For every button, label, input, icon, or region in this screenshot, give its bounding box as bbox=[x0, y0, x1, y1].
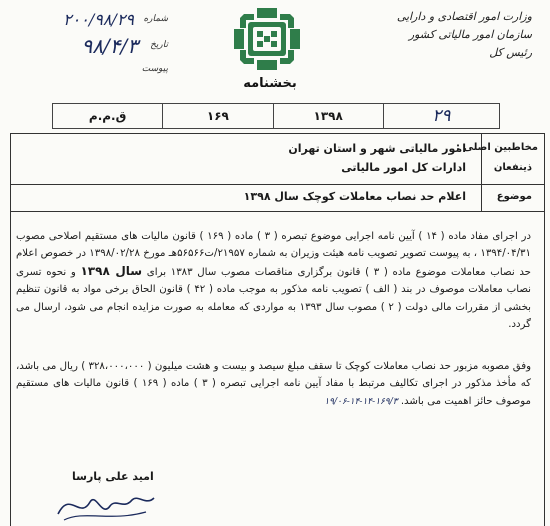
body-paragraph-2 bbox=[16, 358, 531, 411]
paragraph-1-text-a: در اجرای مفاد ماده ( ۱۴ ) آیین نامه اجرایی موضوع تبصره ( ۳ ) ماده ( ۱۶۹ ) قانون مالیات های مستقیم اصلاحی مصوب ۱۳۹۴/۰۴/۳۱ ، به پیوست تصویر تصویب نامه هیئت وزیران به شماره ۲۱۹۵۷/ت۵۶۵۶۶هـ مورخ ۱۳۹۸/۰۲/۲۸ در خصوص اعلام حد نصاب معاملات موضوع ماده ( ۳ ) قانون برگزاری مناقصات مصوب سال ۱۳۸۳ برای bbox=[16, 231, 531, 278]
document-meta bbox=[8, 4, 168, 82]
reference-type: ق.م.م bbox=[88, 109, 127, 123]
handwritten-reference-note: ۱۶۹/۳-۱۴-۱۴-۱۹/۰۶ bbox=[324, 396, 398, 407]
body-paragraph-1 bbox=[16, 228, 531, 333]
paragraph-2-text: وفق مصوبه مزبور حد نصاب معاملات کوچک تا سقف مبلغ سیصد و بیست و هشت میلیون ( ۳۲۸،۰۰۰،۰۰۰ ) ریال می باشد، که مأخذ مذکور در اجرای تکالیف مرتبط با مفاد آیین نامه اجرایی تبصره ( ۳ ) ماده ( ۱۶۹ ) قانون مالیات های مستقیم موصوف حائز اهمیت می باشد. bbox=[16, 361, 532, 407]
attachment-row bbox=[8, 60, 168, 82]
date-row bbox=[8, 36, 168, 58]
ministry-line-2: سازمان امور مالیاتی کشور bbox=[408, 28, 532, 41]
number-value: ۲۰۰/۹۸/۲۹ bbox=[63, 10, 134, 29]
reference-code: ۱۶۹ bbox=[162, 104, 272, 128]
number-row bbox=[8, 10, 168, 32]
reference-strip bbox=[52, 103, 500, 129]
subject-row bbox=[11, 185, 544, 212]
handwritten-number: ۲۹ bbox=[383, 104, 499, 128]
attachment-label: پیوست bbox=[141, 64, 168, 74]
handwritten-signature-icon bbox=[50, 480, 160, 524]
reference-year: ۱۳۹۸ bbox=[273, 104, 383, 128]
tax-organization-logo-icon bbox=[232, 6, 302, 72]
date-value: ۹۸/۴/۳ bbox=[81, 34, 138, 58]
paragraph-1-year-highlight: سال ۱۳۹۸ bbox=[80, 263, 143, 278]
addressee-line-2: ادارات کل امور مالیاتی bbox=[341, 161, 466, 174]
number-label: شماره bbox=[143, 14, 168, 24]
ministry-line-3: رئیس کل bbox=[489, 46, 532, 59]
ministry-line-1: وزارت امور اقتصادی و دارایی bbox=[396, 10, 532, 23]
subject-label: موضوع bbox=[496, 191, 532, 202]
ministry-header bbox=[362, 8, 532, 62]
main-addressees-label: مخاطبین اصلی : bbox=[456, 142, 538, 153]
addressees-row bbox=[11, 134, 544, 185]
addressee-line-1: امور مالیاتی شهر و استان تهران bbox=[288, 142, 466, 155]
stakeholders-label: ذینفعان bbox=[493, 162, 532, 173]
subject-value: اعلام حد نصاب معاملات کوچک سال ۱۳۹۸ bbox=[243, 190, 466, 203]
signer-name: امید علی پارسا bbox=[72, 470, 154, 483]
document-title: بخشنامه bbox=[243, 76, 297, 91]
addressees-label-cell bbox=[456, 134, 544, 184]
paragraph-1-text-b: و نحوه تسری نصاب معاملات موصوف در بند ( الف ) تصویب نامه مذکور به موجب ماده ( ۴۲ ) قانون الحاق برخی مواد به قانون تنظیم بخشی از مقررات مالی دولت ( ۲ ) مصوب سال ۱۳۹۳ به مواردی که معامله به صورت مزایده انجام می شود، ارسال می گردد. bbox=[16, 266, 531, 331]
date-label: تاریخ bbox=[150, 40, 168, 50]
subject-label-cell bbox=[481, 185, 544, 211]
